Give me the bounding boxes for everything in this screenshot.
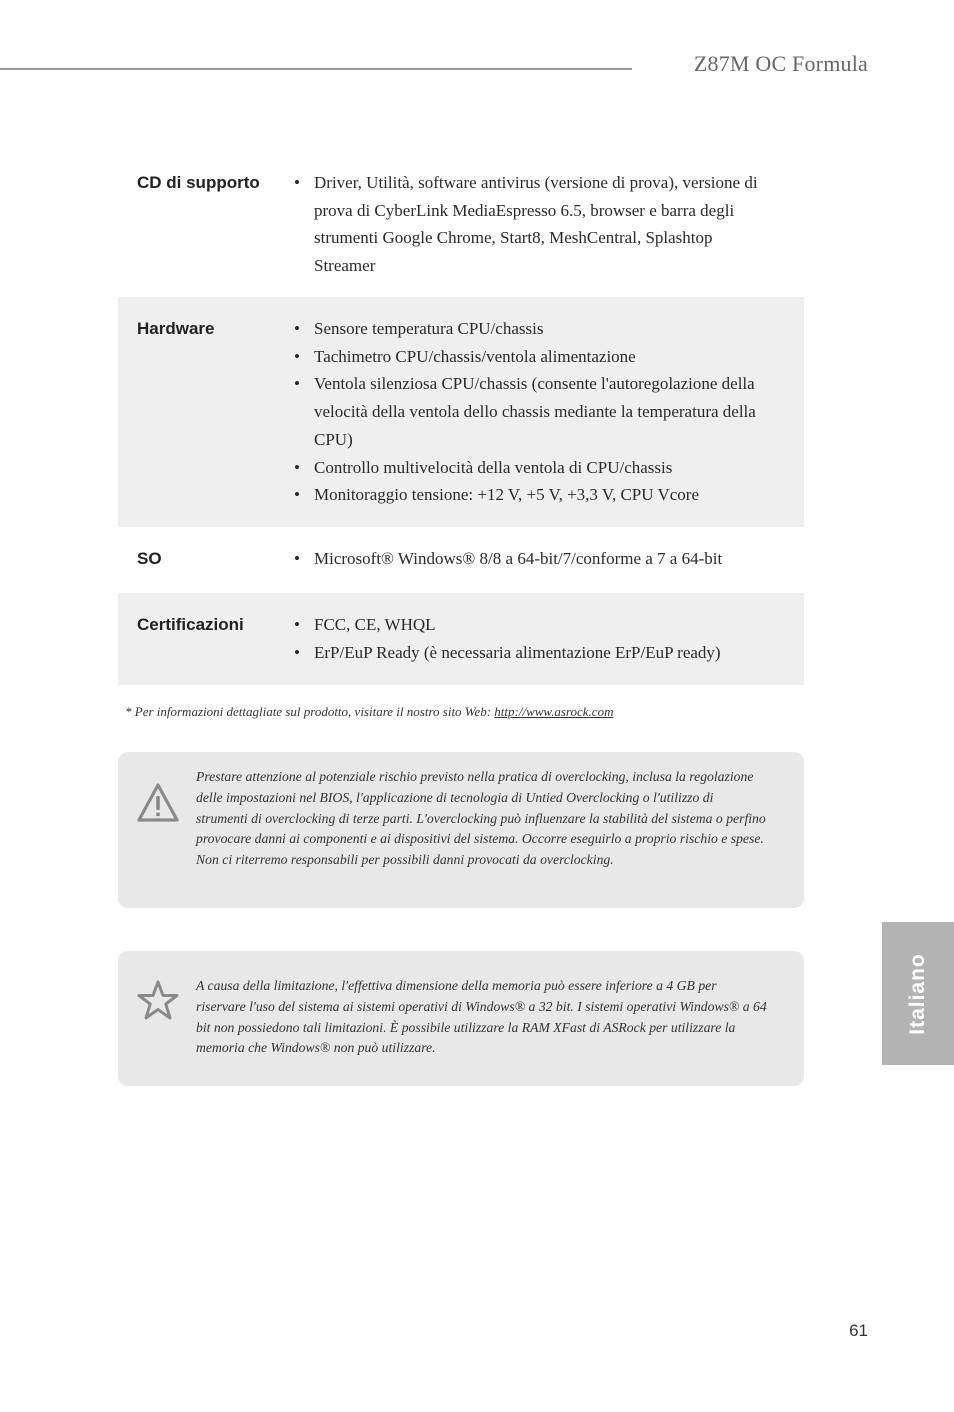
spec-row-certifications [118, 593, 804, 685]
list-item: • Microsoft® Windows® 8/8 a 64-bit/7/conforme a 7 a 64-bit [294, 545, 774, 573]
spec-label: SO [137, 549, 162, 568]
page-header-title: Z87M OC Formula [693, 51, 868, 76]
star-icon [136, 979, 180, 1021]
spec-label: Certificazioni [137, 615, 244, 634]
spec-row-os [118, 527, 804, 593]
overclocking-warning-box [118, 752, 804, 908]
warning-triangle-icon [136, 782, 180, 824]
asrock-website-link[interactable]: http://www.asrock.com [494, 704, 614, 719]
spec-list [294, 315, 774, 527]
spec-list [294, 611, 774, 685]
memory-note-box [118, 951, 804, 1086]
list-item: • Ventola silenziosa CPU/chassis (consente l'autoregolazione della velocità della ventola dello chassis mediante la temperatura della CPU) [294, 370, 774, 453]
spec-table [118, 158, 804, 685]
language-tab-label: Italiano [906, 952, 930, 1035]
memory-note-text: A causa della limitazione, l'effettiva dimensione della memoria può essere inferiore a 4 GB per riservare l'uso del sistema ai sistemi operativi di Windows® a 32 bit. I sistemi operativi Windows® a 64 bit non possiedono tali limitazioni. È possibile utilizzare la RAM XFast di ASRock per utilizzare la memoria che Windows® non può utilizzare. [196, 978, 767, 1056]
spec-label: Hardware [137, 319, 215, 338]
spec-list [294, 545, 774, 593]
list-item: • FCC, CE, WHQL [294, 611, 774, 639]
spec-list [294, 169, 774, 297]
list-item: • Monitoraggio tensione: +12 V, +5 V, +3,3 V, CPU Vcore [294, 481, 774, 509]
spec-row-support-cd [118, 158, 804, 297]
header-rule [0, 68, 632, 70]
list-item: • ErP/EuP Ready (è necessaria alimentazione ErP/EuP ready) [294, 639, 774, 667]
list-item: • Sensore temperatura CPU/chassis [294, 315, 774, 343]
footnote [125, 704, 613, 720]
spec-row-hardware [118, 297, 804, 527]
list-item: • Tachimetro CPU/chassis/ventola alimentazione [294, 343, 774, 371]
language-side-tab [882, 922, 954, 1065]
warning-text: Prestare attenzione al potenziale rischio previsto nella pratica di overclocking, inclusa la regolazione delle impostazioni nel BIOS, l'applicazione di tecnologia di Untied Overclocking o l'utilizzo di strumenti di overclocking di terze parti. L'overclocking può influenzare la stabilità del sistema o perfino provocare danni ai componenti e ai dispositivi del sistema. Occorre eseguirlo a proprio rischio e spese. Non ci riterremo responsabili per possibili danni provocati da overclocking. [196, 769, 766, 868]
footnote-text: * Per informazioni dettagliate sul prodotto, visitare il nostro sito Web: [125, 704, 495, 719]
spec-label: CD di supporto [137, 173, 260, 192]
list-item: • Driver, Utilità, software antivirus (versione di prova), versione di prova di CyberLink MediaEspresso 6.5, browser e barra degli strumenti Google Chrome, Start8, MeshCentral, Splashtop Streamer [294, 169, 774, 280]
page-number: 61 [849, 1321, 868, 1340]
list-item: • Controllo multivelocità della ventola di CPU/chassis [294, 454, 774, 482]
